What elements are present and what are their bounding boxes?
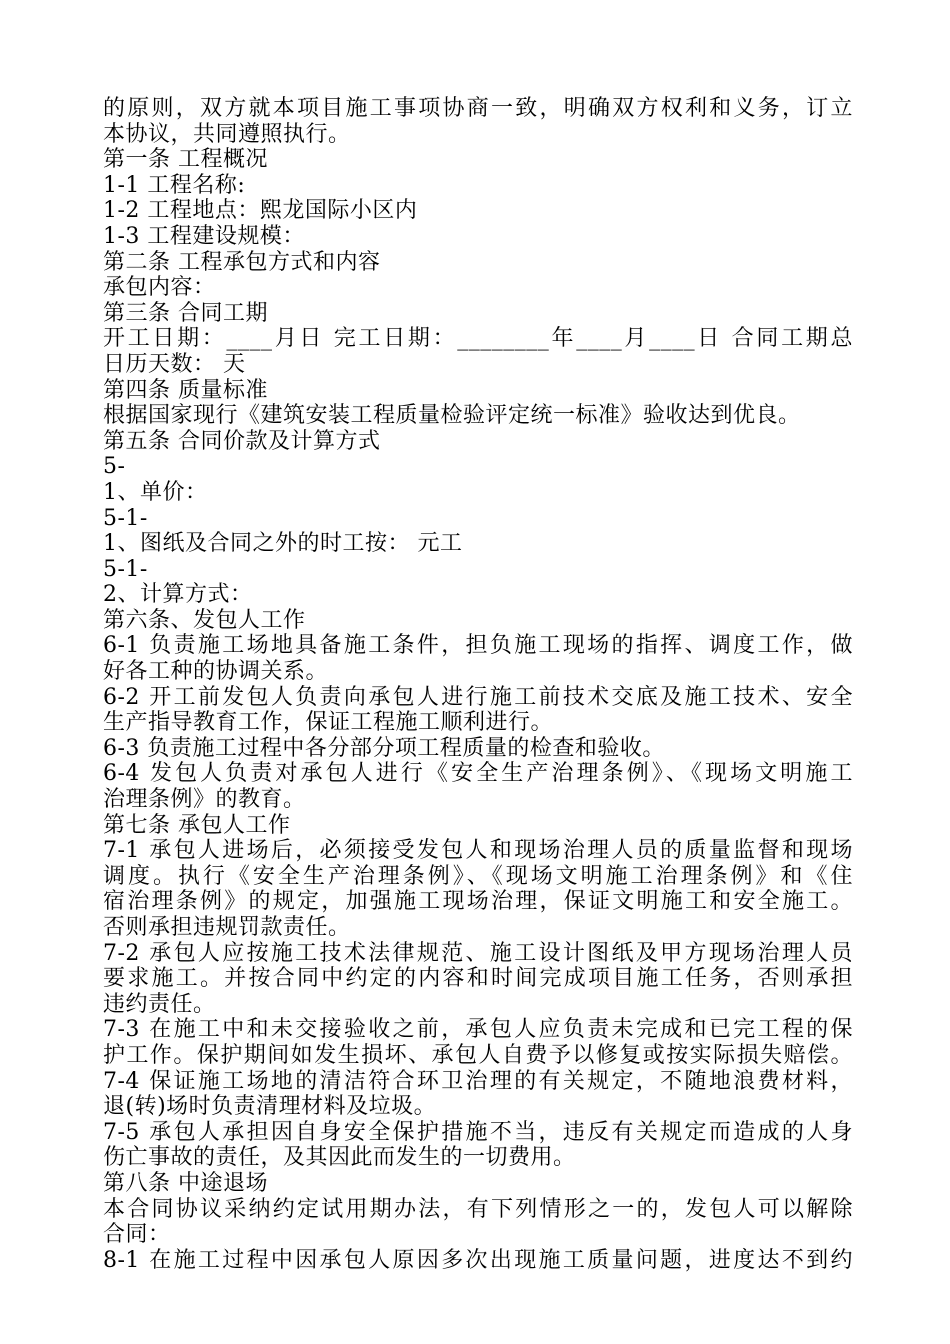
document-text-line: 护工作。保护期间如发生损坏、承包人自费予以修复或按实际损失赔偿。 (103, 1042, 853, 1068)
document-text-line: 根据国家现行《建筑安装工程质量检验评定统一标准》验收达到优良。 (103, 403, 801, 429)
document-page (103, 96, 853, 1273)
document-text-line: 本协议，共同遵照执行。 (103, 121, 351, 147)
document-text-line: 1、图纸及合同之外的时工按： 元工 (103, 531, 463, 557)
document-text-line: 1、单价： (103, 479, 208, 505)
document-text-line: 好各工种的协调关系。 (103, 659, 329, 685)
document-text-line: 2、计算方式： (103, 582, 253, 608)
document-text-line: 1-3 工程建设规模： (103, 223, 305, 249)
document-text-line: 第二条 工程承包方式和内容 (103, 249, 381, 275)
document-text-line: 1-2 工程地点：熙龙国际小区内 (103, 198, 418, 224)
document-text-line: 6-3 负责施工过程中各分部分项工程质量的检查和验收。 (103, 735, 665, 761)
document-text-line: 第四条 质量标准 (103, 377, 268, 403)
document-text-line: 伤亡事故的责任，及其因此而发生的一切费用。 (103, 1145, 576, 1171)
document-text-line: 7-2 承包人应按施工技术法律规范、施工设计图纸及甲方现场治理人员 (103, 940, 853, 966)
document-text-line: 合同： (103, 1222, 171, 1248)
document-text-line: 第一条 工程概况 (103, 147, 268, 173)
document-text-line: 日历天数： 天 (103, 351, 246, 377)
document-text-line: 生产指导教育工作，保证工程施工顺利进行。 (103, 710, 554, 736)
document-text-line: 6-2 开工前发包人负责向承包人进行施工前技术交底及施工技术、安全 (103, 684, 853, 710)
document-text-line: 7-1 承包人进场后，必须接受发包人和现场治理人员的质量监督和现场 (103, 838, 853, 864)
document-text-line: 5-1- (103, 505, 148, 531)
document-text-line: 第三条 合同工期 (103, 300, 268, 326)
document-text-line: 本合同协议采纳约定试用期办法，有下列情形之一的，发包人可以解除 (103, 1196, 853, 1222)
document-text-line: 5-1- (103, 556, 148, 582)
document-text-line: 治理条例》的教育。 (103, 787, 306, 813)
document-text-line: 否则承担违规罚款责任。 (103, 915, 351, 940)
document-text-line: 6-1 负责施工场地具备施工条件，担负施工现场的指挥、调度工作，做 (103, 633, 853, 659)
document-text-line: 调度。执行《安全生产治理条例》、《现场文明施工治理条例》和《住 (103, 863, 853, 889)
document-text-line: 第五条 合同价款及计算方式 (103, 428, 381, 454)
document-text-line: 7-4 保证施工场地的清洁符合环卫治理的有关规定，不随地浪费材料， (103, 1068, 853, 1094)
document-text-line: 1-1 工程名称: (103, 172, 246, 198)
document-text-line: 7-3 在施工中和未交接验收之前，承包人应负责未完成和已完工程的保 (103, 1017, 853, 1043)
document-text-line: 开工日期：____月日 完工日期：________年____月____日 合同工期总 (103, 326, 853, 352)
document-text-line: 第六条、发包人工作 (103, 607, 306, 633)
document-text-line: 承包内容： (103, 275, 216, 301)
document-text-line: 5- (103, 454, 126, 480)
document-text-line: 6-4 发包人负责对承包人进行《安全生产治理条例》、《现场文明施工 (103, 761, 853, 787)
document-text-line: 第八条 中途退场 (103, 1170, 268, 1196)
document-text-line: 要求施工。并按合同中约定的内容和时间完成项目施工任务，否则承担 (103, 966, 853, 992)
document-text-line: 退(转)场时负责清理材料及垃圾。 (103, 1094, 437, 1120)
document-text-line: 7-5 承包人承担因自身安全保护措施不当，违反有关规定而造成的人身 (103, 1119, 853, 1145)
document-text-line: 宿治理条例》的规定，加强施工现场治理，保证文明施工和安全施工。 (103, 889, 853, 915)
document-text-line: 第七条 承包人工作 (103, 812, 291, 838)
document-text-line: 8-1 在施工过程中因承包人原因多次出现施工质量问题，进度达不到约 (103, 1247, 853, 1273)
document-text-line: 违约责任。 (103, 991, 216, 1017)
document-text-line: 的原则，双方就本项目施工事项协商一致，明确双方权利和义务，订立 (103, 96, 853, 121)
